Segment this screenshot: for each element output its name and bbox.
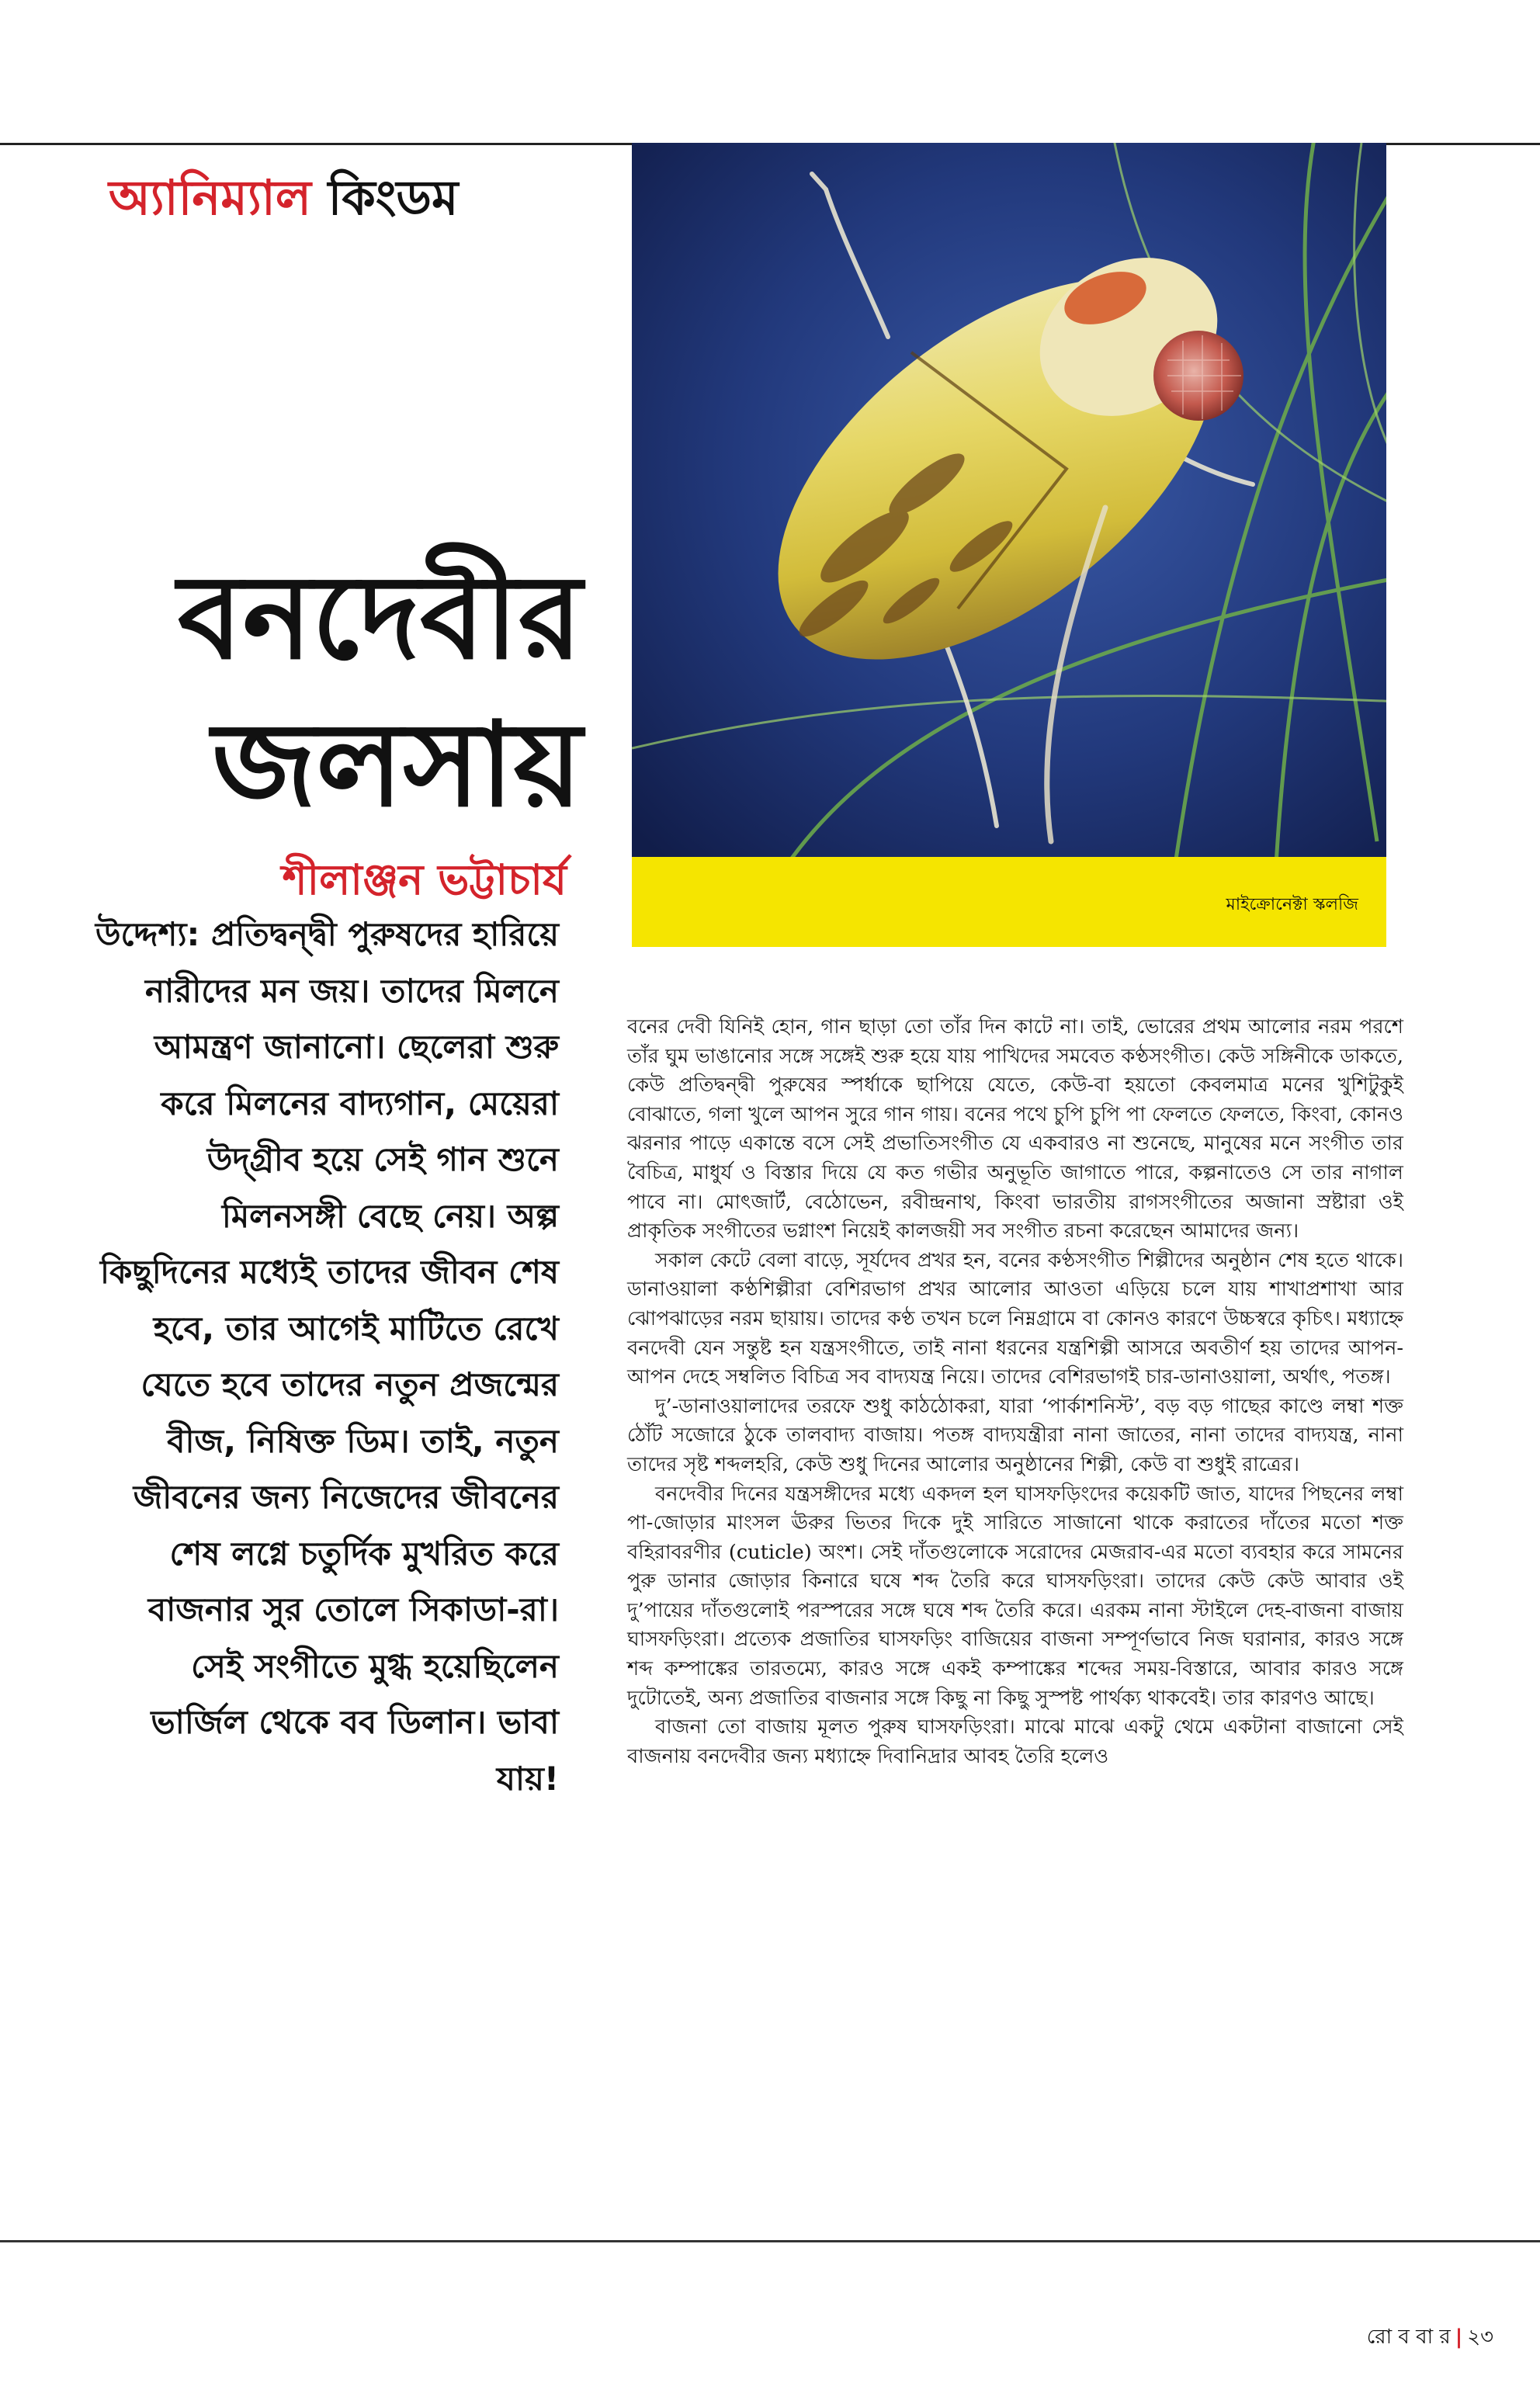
pull-quote: উদ্দেশ্য: প্রতিদ্বন্দ্বী পুরুষদের হারিয়ে নারীদের মন জয়। তাদের মিলনে আমন্ত্রণ জানানো। ছেলেরা শুরু করে মিলনের বাদ্যগান, মেয়েরা উদ্‌গ্রীব হয়ে সেই গান শুনে মিলনসঙ্গী বেছে নেয়। অল্প কিছুদিনের মধ্যেই তাদের জীবন শেষ হবে, তার আগেই মাটিতে রেখে যেতে হবে তাদের নতুন প্রজন্মের বীজ, নিষিক্ত ডিম। তাই, নতুন জীবনের জন্য নিজেদের জীবনের শেষ লগ্নে চতুর্দিক মুখরিত করে বাজনার সুর তোলে সিকাডা-রা। সেই সংগীতে মুগ্ধ হয়েছিলেন ভার্জিল থেকে বব ডিলান। ভাবা যায়! bbox=[95, 915, 559, 1798]
section-label bbox=[109, 161, 458, 241]
body-paragraph-4: বনদেবীর দিনের যন্ত্রসঙ্গীদের মধ্যে একদল হল ঘাসফড়িংদের কয়েকটি জাত, যাদের পিছনের লম্বা পা-জোড়ার মাংসল ঊরুর ভিতর দিকে দুই সারিতে সাজানো থাকে করাতের দাঁতের মতো শক্ত বহিরাবরণীর (cuticle) অংশ। সেই দাঁতগুলোকে সরোদের মেজরাব-এর মতো ব্যবহার করে সামনের পুরু ডানার জোড়ার কিনারে ঘষে শব্দ তৈরি করে ঘাসফড়িংরা। তাদের কেউ কেউ আবার ওই দু’পায়ের দাঁতগুলোই পরস্পরের সঙ্গে ঘষে শব্দ তৈরি করে। এরকম নানা স্টাইলে দেহ-বাজনা বাজায় ঘাসফড়িংরা। প্রত্যেক প্রজাতির ঘাসফড়িং বাজিয়ের বাজনা সম্পূর্ণভাবে নিজ ঘরানার, কারও সঙ্গে শব্দ কম্পাঙ্কের তারতম্যে, কারও সঙ্গে একই কম্পাঙ্কের শব্দের সময়-বিস্তারে, আবার কারও সঙ্গে দুটোতেই, অন্য প্রজাতির বাজনার সঙ্গে কিছু না কিছু সুস্পষ্ট পার্থক্য থাকবেই। তার কারণও আছে। bbox=[627, 1482, 1403, 1710]
water-bug-illustration bbox=[632, 143, 1386, 857]
page-number: ২৩ bbox=[1467, 2325, 1493, 2349]
author-byline: শীলাঞ্জন ভট্টাচার্য bbox=[282, 855, 567, 904]
body-paragraph-5: বাজনা তো বাজায় মূলত পুরুষ ঘাসফড়িংরা। মাঝে মাঝে একটু থেমে একটানা বাজানো সেই বাজনায় বনদেবীর জন্য মধ্যাহ্নে দিবানিদ্রার আবহ তৈরি হলেও bbox=[627, 1715, 1403, 1768]
bottom-rule bbox=[0, 2240, 1540, 2242]
page-folio bbox=[1367, 2321, 1493, 2355]
photo-caption-bar bbox=[632, 857, 1386, 947]
section-label-red: অ্যানিম্যাল bbox=[109, 169, 311, 226]
photo-caption: মাইক্রোনেক্টা স্কলজি bbox=[1226, 895, 1358, 914]
insect-photo bbox=[632, 143, 1386, 857]
headline-line-1: বনদেবীর bbox=[177, 549, 582, 685]
body-paragraph-3: দু’-ডানাওয়ালাদের তরফে শুধু কাঠঠোকরা, যারা ‘পার্কাশনিস্ট’, বড় বড় গাছের কাণ্ডে লম্বা শক্ত ঠোঁট সজোরে ঠুকে তালবাদ্য বাজায়। পতঙ্গ বাদ্যযন্ত্রীরা নানা জাতের, নানা তাদের বাদ্যযন্ত্র, নানা তাদের সৃষ্ট শব্দলহরি, কেউ শুধু দিনের আলোর অনুষ্ঠানের শিল্পী, কেউ বা শুধুই রাত্রের। bbox=[627, 1394, 1403, 1476]
body-paragraph-1: বনের দেবী যিনিই হোন, গান ছাড়া তো তাঁর দিন কাটে না। তাই, ভোরের প্রথম আলোর নরম পরশে তাঁর ঘুম ভাঙানোর সঙ্গে সঙ্গেই শুরু হয়ে যায় পাখিদের সমবেত কণ্ঠসংগীত। কেউ সঙ্গিনীকে ডাকতে, কেউ প্রতিদ্বন্দ্বী পুরুষের স্পর্ধাকে ছাপিয়ে যেতে, কেউ-বা হয়তো কেবলমাত্র মনের খুশিটুকুই বোঝাতে, গলা খুলে আপন সুরে গান গায়। বনের পথে চুপি চুপি পা ফেলতে ফেলতে, কিংবা, কোনও ঝরনার পাড়ে একান্তে বসে সেই প্রভাতিসংগীত যে একবারও না শুনেছে, মানুষের মনে সংগীত তার বৈচিত্র, মাধুর্য ও বিস্তার দিয়ে যে কত গভীর অনুভূতি জাগাতে পারে, কল্পনাতেও সে তার নাগাল পাবে না। মোৎজার্ট, বেঠোভেন, রবীন্দ্রনাথ, কিংবা ভারতীয় রাগসংগীতের অজানা স্রষ্টারা ওই প্রাকৃতিক সংগীতের ভগ্নাংশ নিয়েই কালজয়ী সব সংগীত রচনা করেছেন আমাদের জন্য। bbox=[627, 1015, 1403, 1243]
magazine-name: রো ব বা র bbox=[1366, 2325, 1451, 2349]
article-body bbox=[627, 1013, 1403, 1771]
folio-separator: | bbox=[1455, 2325, 1463, 2349]
article-headline bbox=[147, 543, 582, 838]
body-paragraph-2: সকাল কেটে বেলা বাড়ে, সূর্যদেব প্রখর হন, বনের কণ্ঠসংগীত শিল্পীদের অনুষ্ঠান শেষ হতে থাকে। ডানাওয়ালা কণ্ঠশিল্পীরা বেশিরভাগ প্রখর আলোর আওতা এড়িয়ে চলে যায় শাখাপ্রশাখা আর ঝোপঝাড়ের নরম ছায়ায়। তাদের কণ্ঠ তখন চলে নিম্নগ্রামে বা কোনও কারণে উচ্চস্বরে কৃচিৎ। মধ্যাহ্নে বনদেবী যেন সন্তুষ্ট হন যন্ত্রসংগীতে, তাই নানা ধরনের যন্ত্রশিল্পী আসরে অবতীর্ণ হয় তাদের আপন-আপন দেহে সম্বলিত বিচিত্র সব বাদ্যযন্ত্র নিয়ে। তাদের বেশিরভাগই চার-ডানাওয়ালা, অর্থাৎ, পতঙ্গ। bbox=[627, 1248, 1403, 1389]
headline-line-2: জলসায় bbox=[212, 696, 582, 833]
section-label-black: কিংডম bbox=[328, 169, 459, 226]
